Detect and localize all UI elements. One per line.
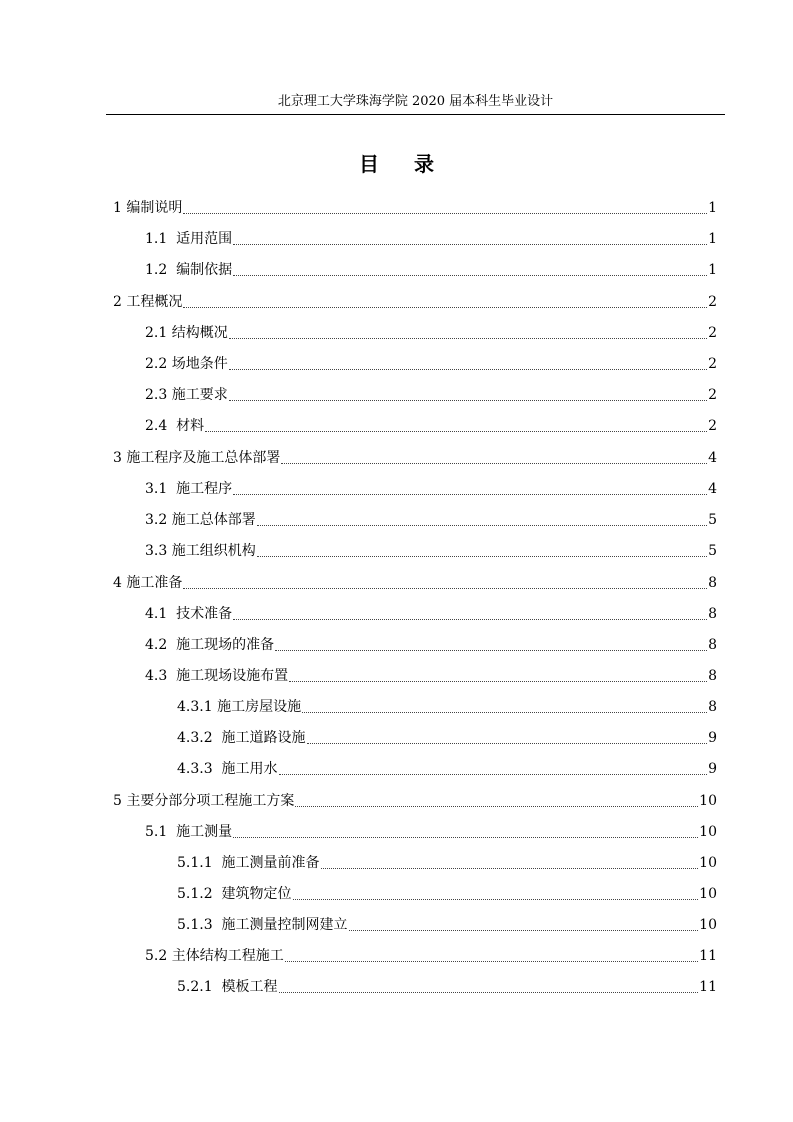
toc-leader-dots [279,991,699,993]
toc-entry-page: 8 [708,699,717,715]
toc-entry-page: 1 [708,231,717,247]
toc-entry-label: 2.1 结构概况 [145,325,228,341]
toc-leader-dots [295,805,698,807]
toc-entry-page: 9 [708,730,717,746]
toc-entry-label: 1 编制说明 [113,200,183,216]
toc-entry-label: 4.3.2 施工道路设施 [177,730,306,746]
toc-entry-label: 1.2 编制依据 [145,262,233,278]
toc-entry-label: 3.3 施工组织机构 [145,543,256,559]
toc-entry-page: 8 [708,637,717,653]
toc-entry-1[interactable] [113,196,717,220]
toc-entry-4-3[interactable] [145,664,717,688]
toc-entry-page: 4 [708,481,717,497]
toc-entry-5-1-2[interactable] [177,882,717,906]
toc-entry-1-2[interactable] [145,258,717,282]
toc-entry-label: 4.3.1 施工房屋设施 [177,699,302,715]
toc-leader-dots [233,243,707,245]
toc-entry-label: 5.1.2 建筑物定位 [177,886,292,902]
toc-entry-label: 5.2.1 模板工程 [177,979,278,995]
toc-entry-4[interactable] [113,571,717,595]
toc-leader-dots [279,773,708,775]
toc-entry-page: 11 [699,948,717,964]
toc-entry-3[interactable] [113,446,717,470]
toc-entry-page: 1 [708,262,717,278]
toc-entry-1-1[interactable] [145,227,717,251]
toc-entry-4-2[interactable] [145,633,717,657]
toc-entry-label: 4 施工准备 [113,575,183,591]
toc-entry-label: 2.4 材料 [145,418,205,434]
toc-entry-label: 4.3 施工现场设施布置 [145,668,289,684]
toc-entry-page: 10 [699,917,717,933]
toc-leader-dots [183,306,707,308]
toc-entry-4-3-1[interactable] [177,695,717,719]
toc-entry-page: 5 [708,543,717,559]
toc-entry-2-3[interactable] [145,383,717,407]
toc-leader-dots [307,742,708,744]
toc-leader-dots [289,680,707,682]
toc-leader-dots [349,929,699,931]
toc-leader-dots [321,867,699,869]
page-title: 目 录 [359,152,448,176]
toc-leader-dots [233,493,707,495]
toc-entry-3-2[interactable] [145,508,717,532]
toc-entry-3-1[interactable] [145,477,717,501]
toc-entry-5-2[interactable] [145,944,717,968]
toc-entry-label: 3 施工程序及施工总体部署 [113,450,281,466]
toc-leader-dots [257,555,707,557]
toc-entry-2-4[interactable] [145,414,717,438]
toc-entry-page: 5 [708,512,717,528]
toc-leader-dots [183,212,707,214]
toc-entry-label: 3.1 施工程序 [145,481,233,497]
toc-entry-label: 2.2 场地条件 [145,356,228,372]
toc-entry-3-3[interactable] [145,539,717,563]
toc-leader-dots [233,836,698,838]
toc-entry-label: 4.1 技术准备 [145,606,233,622]
toc-entry-label: 5.2 主体结构工程施工 [145,948,284,964]
toc-entry-page: 9 [708,761,717,777]
toc-entry-page: 8 [708,575,717,591]
toc-entry-5-1-3[interactable] [177,913,717,937]
toc-entry-label: 2 工程概况 [113,294,183,310]
toc-leader-dots [233,274,707,276]
toc-entry-5-1[interactable] [145,820,717,844]
toc-entry-page: 10 [699,824,717,840]
toc-entry-label: 4.2 施工现场的准备 [145,637,275,653]
toc-entry-2[interactable] [113,290,717,314]
toc-entry-page: 10 [699,793,717,809]
page-header: 北京理工大学珠海学院 2020 届本科生毕业设计 [106,92,725,115]
toc-entry-page: 10 [699,855,717,871]
toc-entry-page: 11 [699,979,717,995]
toc-entry-5-2-1[interactable] [177,975,717,999]
toc-entry-page: 1 [708,200,717,216]
toc-entry-label: 1.1 适用范围 [145,231,233,247]
toc-entry-5-1-1[interactable] [177,851,717,875]
toc-leader-dots [257,524,707,526]
toc-entry-5[interactable] [113,789,717,813]
toc-entry-page: 2 [708,294,717,310]
toc-entry-page: 2 [708,356,717,372]
toc-entry-page: 4 [708,450,717,466]
toc-entry-page: 8 [708,668,717,684]
toc-entry-page: 8 [708,606,717,622]
toc-entry-page: 2 [708,387,717,403]
toc-entry-label: 5.1 施工测量 [145,824,233,840]
toc-leader-dots [229,337,707,339]
toc-leader-dots [229,368,707,370]
toc-leader-dots [281,462,707,464]
toc-leader-dots [229,399,707,401]
toc-entry-2-2[interactable] [145,352,717,376]
toc-leader-dots [302,711,707,713]
toc-entry-label: 3.2 施工总体部署 [145,512,256,528]
toc-entry-label: 5 主要分部分项工程施工方案 [113,793,295,809]
toc-leader-dots [275,649,707,651]
toc-leader-dots [205,430,707,432]
toc-leader-dots [293,898,699,900]
toc-entry-label: 5.1.3 施工测量控制网建立 [177,917,348,933]
toc-entry-4-1[interactable] [145,602,717,626]
toc-entry-label: 5.1.1 施工测量前准备 [177,855,320,871]
toc-entry-label: 4.3.3 施工用水 [177,761,278,777]
toc-entry-label: 2.3 施工要求 [145,387,228,403]
toc-entry-page: 10 [699,886,717,902]
toc-entry-4-3-2[interactable] [177,726,717,750]
toc-leader-dots [233,618,707,620]
toc-entry-4-3-3[interactable] [177,757,717,781]
toc-leader-dots [183,587,707,589]
toc-entry-2-1[interactable] [145,321,717,345]
toc-entry-page: 2 [708,418,717,434]
toc-leader-dots [285,960,698,962]
toc-entry-page: 2 [708,325,717,341]
